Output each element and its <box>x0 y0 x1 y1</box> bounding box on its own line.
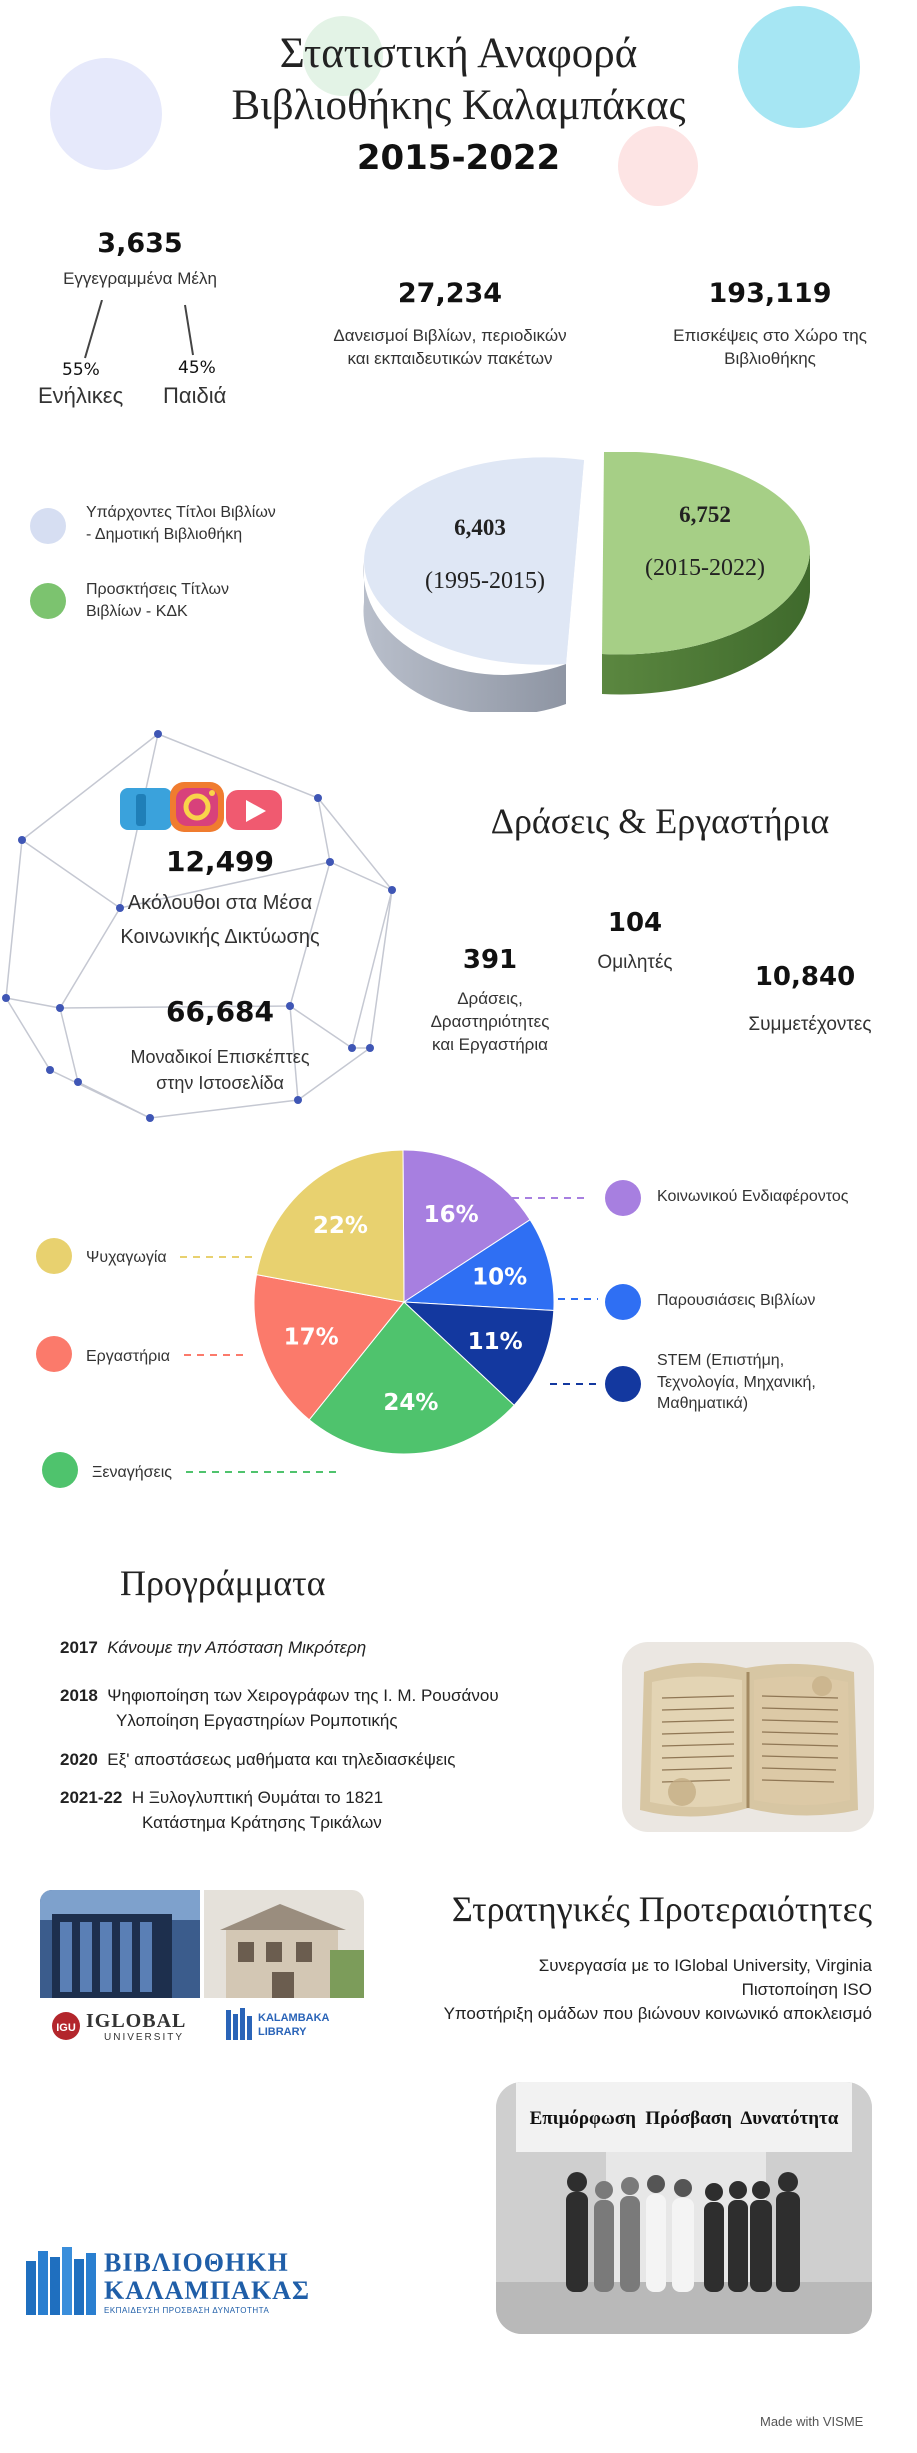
participants-value: 10,840 <box>754 962 856 992</box>
title-line-1: Στατιστική Αναφορά <box>279 30 638 77</box>
strategy-list <box>360 1954 872 2026</box>
actions-label <box>400 988 580 1057</box>
program-text: Η Ξυλογλυπτική Θυμάται το 1821 <box>131 1788 384 1807</box>
followers-value: 12,499 <box>165 845 275 878</box>
library-logo-icon <box>24 2245 104 2315</box>
programs-title: Προγράμματα <box>120 1563 326 1603</box>
instagram-icon <box>170 782 224 832</box>
actions-label-line-1: Δράσεις, <box>457 989 523 1008</box>
followers-label-line-2: Κοινωνικής Δικτύωσης <box>120 926 320 948</box>
members-label: Εγγεγραμμένα Μέλη <box>63 269 217 288</box>
pie-label-social: 16% <box>423 1201 479 1228</box>
loans-value: 27,234 <box>397 278 503 309</box>
speakers-label: Ομιλητές <box>597 952 673 973</box>
visits-label <box>640 325 900 371</box>
legend-dot-existing-titles <box>30 508 66 544</box>
kalambaka-logo-bottom: LIBRARY <box>258 2026 307 2038</box>
library-logo-name-2: ΚΑΛΑΜΠΑΚΑΣ <box>104 2276 310 2305</box>
followers-label-line-1: Ακόλουθοι στα Μέσα <box>127 892 313 914</box>
visits-label-line-1: Επισκέψεις στο Χώρο της <box>673 326 867 345</box>
program-text-2: Υλοποίηση Εργαστηρίων Ρομποτικής <box>116 1710 398 1730</box>
made-with-visme: Made with VISME <box>760 2414 864 2429</box>
books-pie-period-existing: (1995-2015) <box>425 568 545 594</box>
legend-presentations: Παρουσιάσεις Βιβλίων <box>657 1292 816 1309</box>
title-line-2: Βιβλιοθήκης Καλαμπάκας <box>231 82 686 129</box>
loans-label <box>280 325 620 371</box>
program-text: Ψηφιοποίηση των Χειρογράφων της Ι. Μ. Ρουσάνου <box>107 1686 499 1705</box>
strategy-title: Στρατηγικές Προτεραιότητες <box>451 1889 872 1929</box>
loans-label-line-2: και εκπαιδευτικών πακέτων <box>347 348 553 368</box>
adults-label: Ενήλικες <box>38 383 124 408</box>
program-text: Κάνουμε την Απόσταση Μικρότερη <box>107 1638 367 1657</box>
strategy-item-2: Πιστοποίηση ISO <box>741 1980 872 1999</box>
pie-label-entertainment: 22% <box>312 1213 368 1240</box>
twitter-icon <box>120 788 172 830</box>
legend-dot-presentations <box>605 1284 641 1320</box>
program-year: 2017 <box>60 1638 98 1657</box>
strategy-item-1: Συνεργασία με το IGlobal University, Virginia <box>538 1956 872 1975</box>
pie-label-presentations: 10% <box>472 1264 528 1291</box>
library-logo-name-1: ΒΙΒΛΙΟΘΗΚΗ <box>104 2248 289 2277</box>
manuscript-image <box>622 1642 874 1832</box>
legend-existing-titles <box>86 502 276 545</box>
partner-buildings-image <box>40 1890 364 2050</box>
program-text: Εξ' αποστάσεως μαθήματα και τηλεδιασκέψεις <box>107 1750 456 1769</box>
legend-acquisitions-line-2: Βιβλίων - ΚΔΚ <box>86 602 188 620</box>
library-logo-tagline: ΕΚΠΑΙΔΕΥΣΗ ΠΡΟΣΒΑΣΗ ΔΥΝΑΤΟΤΗΤΑ <box>104 2306 270 2315</box>
pie-label-stem: 11% <box>467 1329 523 1356</box>
legend-existing-line-1: Υπάρχοντες Τίτλοι Βιβλίων <box>86 504 276 521</box>
title-years: 2015-2022 <box>356 138 561 178</box>
legend-stem-line-3: Μαθηματικά) <box>657 1395 749 1413</box>
members-value: 3,635 <box>97 228 183 259</box>
pie-label-tours: 24% <box>383 1390 439 1417</box>
iglobal-logo-top: IGLOBAL <box>86 2010 187 2032</box>
legend-dot-workshops <box>36 1336 72 1372</box>
participants-label: Συμμετέχοντες <box>748 1014 872 1035</box>
legend-social: Κοινωνικού Ενδιαφέροντος <box>657 1188 849 1205</box>
team-photo <box>496 2082 872 2334</box>
legend-acquisitions-line-1: Προσκτήσεις Τίτλων <box>86 581 229 598</box>
program-year: 2018 <box>60 1686 98 1705</box>
svg-text:IGU: IGU <box>56 2022 76 2034</box>
legend-dot-social <box>605 1180 641 1216</box>
social-media-icons <box>118 778 318 836</box>
website-visitors-line-2: στην Ιστοσελίδα <box>156 1073 284 1093</box>
visits-value: 193,119 <box>708 278 832 309</box>
website-visitors-line-1: Μοναδικοί Επισκέπτες <box>130 1047 310 1067</box>
kalambaka-logo-top: KALAMBAKA <box>258 2012 330 2024</box>
legend-dot-tours <box>42 1452 78 1488</box>
legend-entertainment: Ψυχαγωγία <box>86 1249 167 1266</box>
strategy-item-3: Υποστήριξη ομάδων που βιώνουν κοινωνικό αποκλεισμό <box>443 2004 872 2023</box>
legend-dot-entertainment <box>36 1238 72 1274</box>
iglobal-logo <box>52 2012 80 2040</box>
program-year: 2021-22 <box>60 1788 123 1807</box>
legend-dot-stem <box>605 1366 641 1402</box>
pie-label-workshops: 17% <box>283 1324 339 1351</box>
page-title <box>0 28 917 132</box>
legend-stem <box>657 1350 816 1415</box>
team-photo-banner: Επιμόρφωση Πρόσβαση Δυνατότητα <box>529 2108 839 2129</box>
program-item-2021-22 <box>60 1786 383 1835</box>
books-pie-slice-existing-top <box>364 457 584 664</box>
legend-dot-acquisitions <box>30 583 66 619</box>
legend-acquisitions <box>86 579 229 622</box>
program-item-2017 <box>60 1636 366 1661</box>
loans-label-line-1: Δανεισμοί Βιβλίων, περιοδικών <box>333 326 567 345</box>
program-text-2: Κατάστημα Κράτησης Τρικάλων <box>142 1812 382 1832</box>
website-visitors-label <box>60 1044 380 1096</box>
children-label: Παιδιά <box>163 383 227 408</box>
program-item-2020 <box>60 1748 455 1773</box>
actions-label-line-2: Δραστηριότητες <box>430 1011 550 1031</box>
books-pie-value-acquisitions: 6,752 <box>679 502 731 527</box>
youtube-icon <box>226 790 282 830</box>
website-visitors-value: 66,684 <box>165 995 275 1028</box>
legend-workshops: Εργαστήρια <box>86 1348 171 1365</box>
books-pie-value-existing: 6,403 <box>454 515 506 540</box>
children-pct: 45% <box>178 358 216 378</box>
legend-tours: Ξεναγήσεις <box>92 1464 172 1481</box>
iglobal-logo-bottom: UNIVERSITY <box>104 2032 185 2043</box>
activities-title: Δράσεις & Εργαστήρια <box>490 801 830 841</box>
activities-pie-connectors <box>0 1180 917 1480</box>
visits-label-line-2: Βιβλιοθήκης <box>724 348 816 368</box>
legend-stem-line-2: Τεχνολογία, Μηχανική, <box>657 1373 816 1391</box>
speakers-value: 104 <box>607 908 663 938</box>
legend-existing-line-2: - Δημοτική Βιβλιοθήκη <box>86 525 243 543</box>
followers-label <box>60 886 380 954</box>
program-year: 2020 <box>60 1750 98 1769</box>
program-item-2018 <box>60 1684 499 1733</box>
adults-pct: 55% <box>62 360 100 380</box>
actions-label-line-3: και Εργαστήρια <box>432 1034 548 1054</box>
books-pie-period-acquisitions: (2015-2022) <box>645 555 765 581</box>
actions-value: 391 <box>462 945 518 975</box>
legend-stem-line-1: STEM (Επιστήμη, <box>657 1352 785 1369</box>
